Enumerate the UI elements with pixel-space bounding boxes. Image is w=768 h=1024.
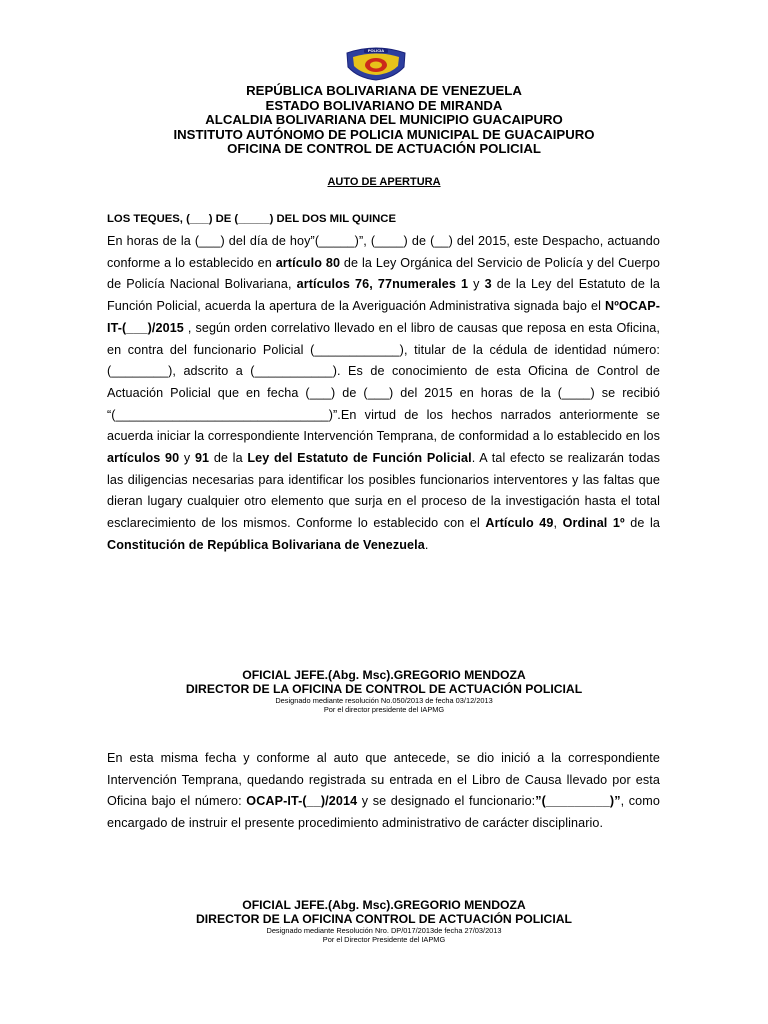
police-badge-logo <box>344 45 408 81</box>
main-paragraph: En horas de la (___) del día de hoy”(_____)”, (____) de (__) del 2015, este Despacho, actuando conforme a lo establecido en artículo 80 de la Ley Orgánica del Servicio de Policía y del Cuerpo de Policía Nacional Bolivariana, artículos 76, 77numerales 1 y 3 de la Ley del Estatuto de la Función Policial, acuerda la apertura de la Averiguación Administrativa signada bajo el NºOCAP-IT-(___)/2015 , según orden correlativo llevado en el libro de causas que reposa en esta Oficina, en contra del funcionario Policial (____________), titular de la cédula de identidad número: (________), adscrito a (___________). Es de conocimiento de esta Oficina de Control de Actuación Policial que en fecha (___) de (___) del 2015 en horas de la (____) se recibió “(______________________________)”.En virtud de los hechos narrados anteriormente se acuerda iniciar la correspondiente Intervención Temprana, de conformidad a lo establecido en los artículos 90 y 91 de la Ley del Estatuto de Función Policial. A tal efecto se realizarán todas las diligencias necesarias para identificar los posibles funcionarios interventores y las faltas que dieran lugary cualquier otro elemento que surja en el proceso de la investigación hasta el total esclarecimiento de los mismos. Conforme lo establecido con el Artículo 49, Ordinal 1º de la Constitución de República Bolivariana de Venezuela. <box>107 234 660 552</box>
document-header <box>60 84 708 157</box>
header-line-institute: INSTITUTO AUTÓNOMO DE POLICIA MUNICIPAL DE GUACAIPURO <box>173 126 595 142</box>
registration-paragraph: En esta misma fecha y conforme al auto que antecede, se dio inició a la correspondiente Intervención Temprana, quedando registrada su entrada en el Libro de Causa llevado por esta Oficina bajo el número: OCAP-IT-(__)/2014 y se designado el funcionario:”(_________)”, como encargado de instruir el presente procedimiento administrativo de carácter disciplinario. <box>107 751 660 831</box>
signature-block-1 <box>60 668 708 714</box>
signatory-role: DIRECTOR DE LA OFICINA DE CONTROL DE ACTUACIÓN POLICIAL <box>185 682 583 696</box>
logo-text: POLICIA <box>367 48 385 54</box>
header-line-state: ESTADO BOLIVARIANO DE MIRANDA <box>265 97 503 113</box>
signature-block-2 <box>60 898 708 944</box>
document-title: AUTO DE APERTURA <box>327 176 441 188</box>
designation-note: Designado mediante Resolución Nro. DP/017/2013de fecha 27/03/2013 <box>266 926 502 935</box>
header-line-office: OFICINA DE CONTROL DE ACTUACIÓN POLICIAL <box>227 141 541 157</box>
signatory-name: OFICIAL JEFE.(Abg. Msc).GREGORIO MENDOZA <box>242 898 526 912</box>
dateline: LOS TEQUES, (___) DE (_____) DEL DOS MIL QUINCE <box>107 213 396 225</box>
designation-note: Designado mediante resolución No.050/2013 de fecha 03/12/2013 <box>275 696 493 705</box>
signatory-role: DIRECTOR DE LA OFICINA CONTROL DE ACTUACIÓN POLICIAL <box>195 912 572 926</box>
designation-authority: Por el Director Presidente del IAPMG <box>322 935 446 944</box>
header-line-alcaldia: ALCALDIA BOLIVARIANA DEL MUNICIPIO GUACAIPURO <box>205 112 563 128</box>
header-line-republic: REPÚBLICA BOLIVARIANA DE VENEZUELA <box>246 83 522 98</box>
designation-authority: Por el director presidente del IAPMG <box>323 705 445 714</box>
signatory-name: OFICIAL JEFE.(Abg. Msc).GREGORIO MENDOZA <box>242 668 526 682</box>
